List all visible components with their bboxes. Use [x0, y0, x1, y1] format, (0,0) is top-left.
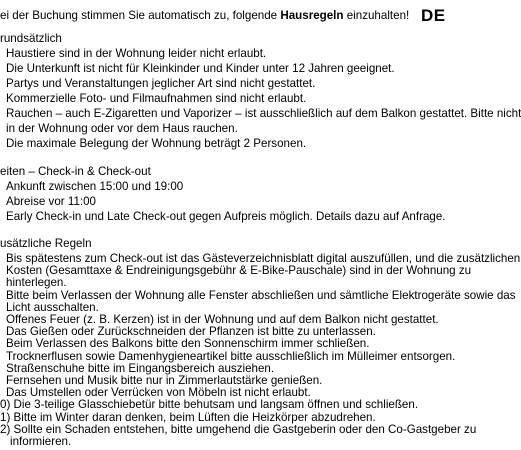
section-extra-heading: usätzliche Regeln	[0, 237, 92, 250]
rule-line: 0) Die 3-teilige Glasschiebetür bitte behutsam und langsam öffnen und schließen.	[0, 398, 419, 412]
rule-line: 2) Sollte ein Schaden entstehen, bitte umgehend die Gastgeberin oder den Co-Gastgeber zu	[0, 422, 477, 436]
rule-line: 1) Bitte im Winter daran denken, beim Lüften die Heizkörper abzudrehen.	[0, 410, 376, 424]
rule-line: Kommerzielle Foto- und Filmaufnahmen sind nicht erlaubt.	[6, 92, 307, 105]
intro-bold-keyword: Hausregeln	[280, 9, 344, 22]
section-times-heading: eiten – Check-in & Check-out	[0, 165, 151, 178]
rule-line: hinterlegen.	[6, 276, 67, 290]
rule-line: Licht ausschalten.	[6, 300, 99, 314]
rule-line: Bis spätestens zum Check-out ist das Gästeverzeichnisblatt digital auszufüllen, und die zusätzlichen	[6, 252, 521, 265]
rule-line: Fernsehen und Musik bitte nur in Zimmerlautstärke genießen.	[6, 374, 323, 387]
rule-line: Straßenschuhe bitte im Eingangsbereich ausziehen.	[6, 361, 275, 375]
rule-line: Das Gießen oder Zurückschneiden der Pflanzen ist bitte zu unterlassen.	[6, 325, 376, 339]
language-code: DE	[421, 6, 446, 25]
rule-line: Beim Verlassen des Balkons bitte den Sonnenschirm immer schließen.	[6, 337, 370, 351]
rule-line: Ankunft zwischen 15:00 und 19:00	[6, 180, 184, 193]
rule-line: Bitte beim Verlassen der Wohnung alle Fenster abschließen und sämtliche Elektrogeräte sowie das	[6, 288, 516, 302]
section-general-heading: rundsätzlich	[0, 32, 62, 45]
rule-line: Early Check-in und Late Check-out gegen Aufpreis möglich. Details dazu auf Anfrage.	[6, 210, 446, 223]
rule-line: Haustiere sind in der Wohnung leider nicht erlaubt.	[6, 47, 267, 60]
intro-text: ei der Buchung stimmen Sie automatisch zu, folgende	[0, 9, 281, 22]
rule-line: Das Umstellen oder Verrücken von Möbeln ist nicht erlaubt.	[6, 386, 311, 400]
rule-line: Trocknerflusen sowie Damenhygieneartikel bitte ausschließlich im Mülleimer entsorgen.	[6, 349, 456, 363]
intro-line	[0, 8, 409, 23]
rule-line: Kosten (Gesamttaxe & Endreinigungsgebühr & E-Bike-Pauschale) sind in der Wohnung zu	[6, 264, 472, 278]
intro-text-end: einzuhalten!	[343, 9, 410, 22]
rule-line: Partys und Veranstaltungen jeglicher Art sind nicht gestattet.	[6, 77, 316, 90]
rule-line: Abreise vor 11:00	[6, 195, 97, 208]
rule-line: Die maximale Belegung der Wohnung beträgt 2 Personen.	[6, 137, 307, 150]
rule-line: in der Wohnung oder vor dem Haus rauchen.	[6, 122, 238, 135]
rule-line: Die Unterkunft ist nicht für Kleinkinder und Kinder unter 12 Jahren geeignet.	[6, 62, 395, 75]
rule-line: Rauchen – auch E-Zigaretten und Vaporizer – ist ausschließlich auf dem Balkon gestattet. Bitte nicht	[6, 107, 521, 120]
rule-line: informieren.	[10, 435, 72, 448]
rule-line: Offenes Feuer (z. B. Kerzen) ist in der Wohnung und auf dem Balkon nicht gestattet.	[6, 313, 439, 326]
